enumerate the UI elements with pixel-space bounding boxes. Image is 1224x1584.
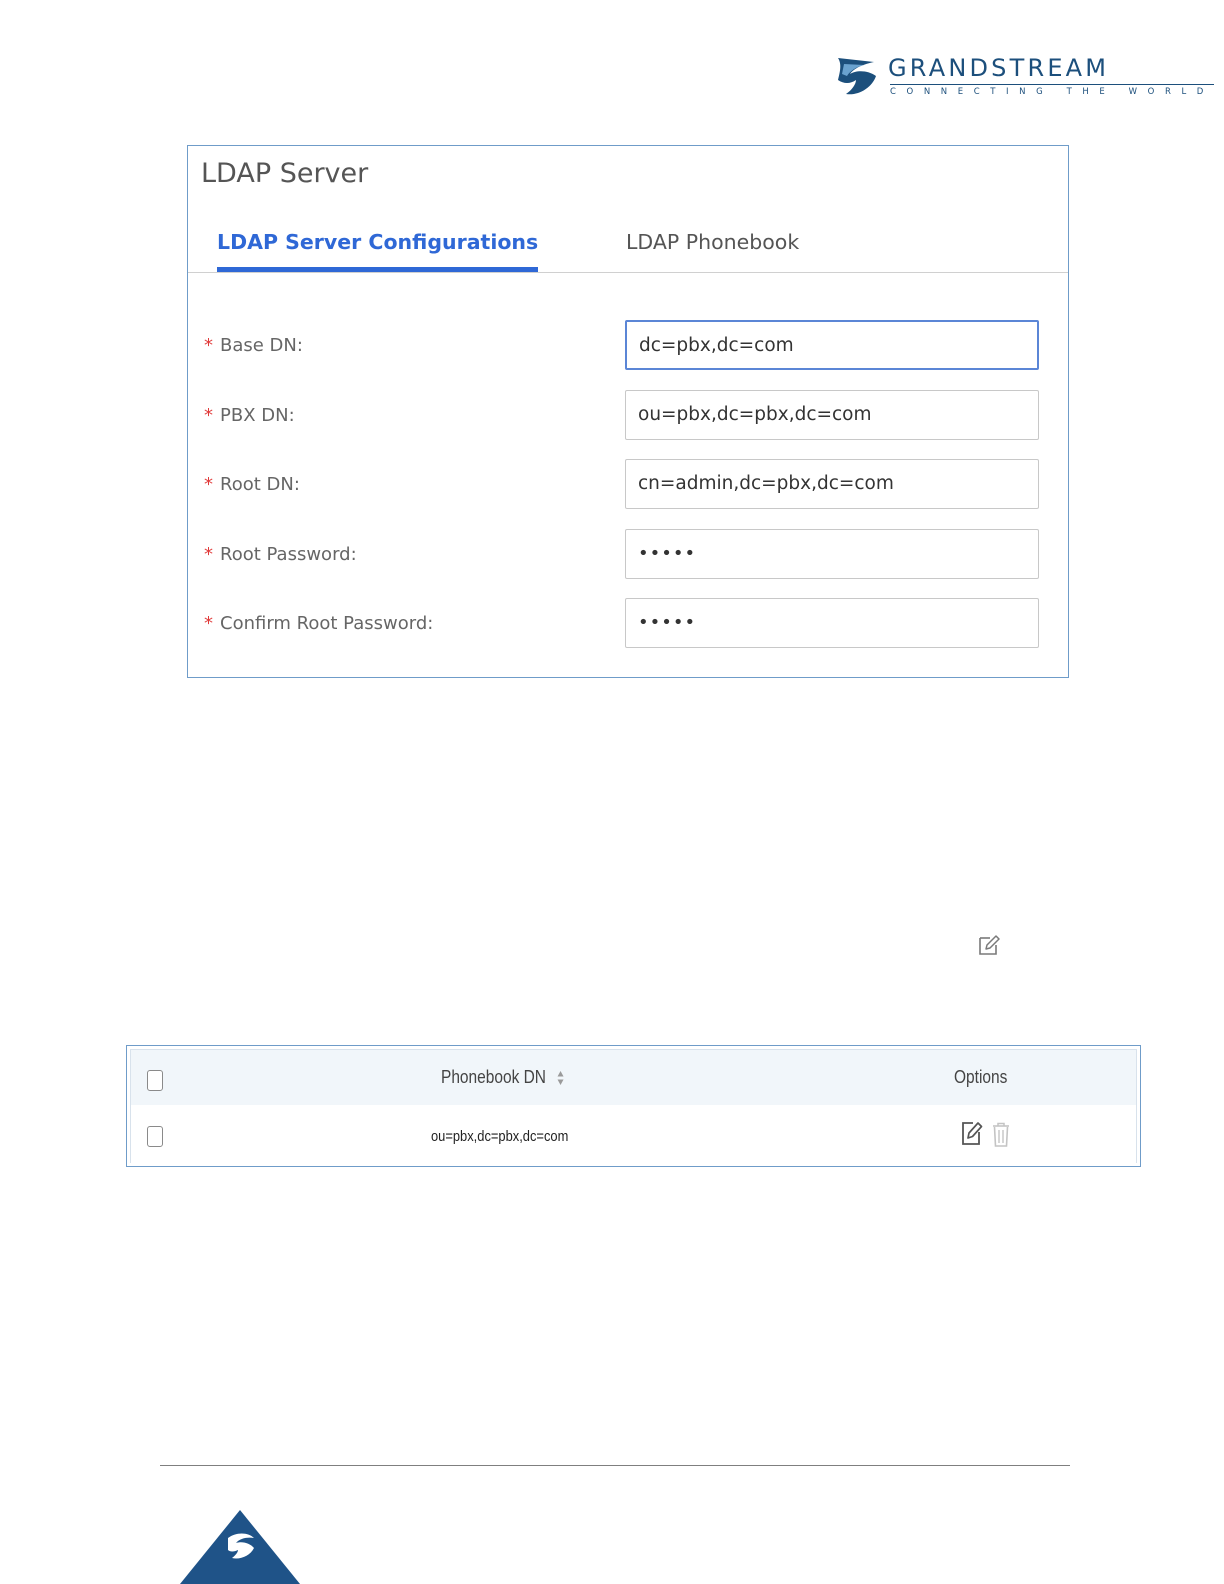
tab-ldap-server-configurations[interactable]: LDAP Server Configurations (217, 230, 538, 270)
grandstream-logo-icon (834, 54, 880, 98)
root-password-label (204, 544, 357, 565)
base-dn-input[interactable]: dc=pbx,dc=com (625, 320, 1039, 370)
column-header-phonebook-dn-label: Phonebook DN (441, 1067, 547, 1087)
footer-divider (160, 1465, 1070, 1466)
form-row-root-password (188, 529, 1068, 583)
brand-tagline: CONNECTING THE WORLD (890, 84, 1214, 97)
confirm-root-password-label (204, 613, 433, 634)
required-marker: * (204, 613, 213, 634)
brand-name: GRANDSTREAM (888, 54, 1110, 82)
form-row-root-dn (188, 459, 1068, 513)
required-marker: * (204, 405, 213, 426)
base-dn-label-text: Base DN: (220, 335, 303, 356)
cell-phonebook-dn: ou=pbx,dc=pbx,dc=com (431, 1128, 569, 1145)
required-marker: * (204, 474, 213, 495)
grandstream-footer-logo-icon (180, 1510, 300, 1584)
form-row-pbx-dn (188, 390, 1068, 444)
column-header-options: Options (954, 1067, 1008, 1087)
pbx-dn-label (204, 405, 295, 426)
grandstream-logo (834, 54, 1214, 98)
pbx-dn-input[interactable]: ou=pbx,dc=pbx,dc=com (625, 390, 1039, 440)
edit-icon (978, 934, 1000, 956)
form-row-confirm-root-password (188, 598, 1068, 652)
root-password-label-text: Root Password: (220, 544, 357, 565)
confirm-root-password-input[interactable]: ••••• (625, 598, 1039, 648)
pbx-dn-label-text: PBX DN: (220, 405, 295, 426)
trash-icon[interactable] (992, 1122, 1010, 1147)
column-header-phonebook-dn[interactable] (441, 1067, 564, 1088)
row-checkbox[interactable] (147, 1126, 163, 1147)
root-password-input[interactable]: ••••• (625, 529, 1039, 579)
required-marker: * (204, 544, 213, 565)
root-dn-input[interactable]: cn=admin,dc=pbx,dc=com (625, 459, 1039, 509)
required-marker: * (204, 335, 213, 356)
root-dn-label-text: Root DN: (220, 474, 300, 495)
sort-icon[interactable] (557, 1070, 564, 1086)
form-row-base-dn (188, 320, 1068, 374)
select-all-checkbox[interactable] (147, 1070, 163, 1091)
ldap-server-panel (187, 145, 1069, 678)
base-dn-label (204, 335, 303, 356)
panel-title: LDAP Server (201, 158, 369, 189)
tab-bar (188, 230, 1068, 273)
edit-icon[interactable] (961, 1120, 983, 1146)
root-dn-label (204, 474, 300, 495)
table-row (131, 1106, 1136, 1166)
table-header (131, 1050, 1136, 1105)
confirm-root-password-label-text: Confirm Root Password: (220, 613, 434, 634)
phonebook-table (126, 1045, 1141, 1167)
tab-ldap-phonebook[interactable]: LDAP Phonebook (626, 230, 800, 254)
phonebook-table-body (130, 1049, 1137, 1163)
